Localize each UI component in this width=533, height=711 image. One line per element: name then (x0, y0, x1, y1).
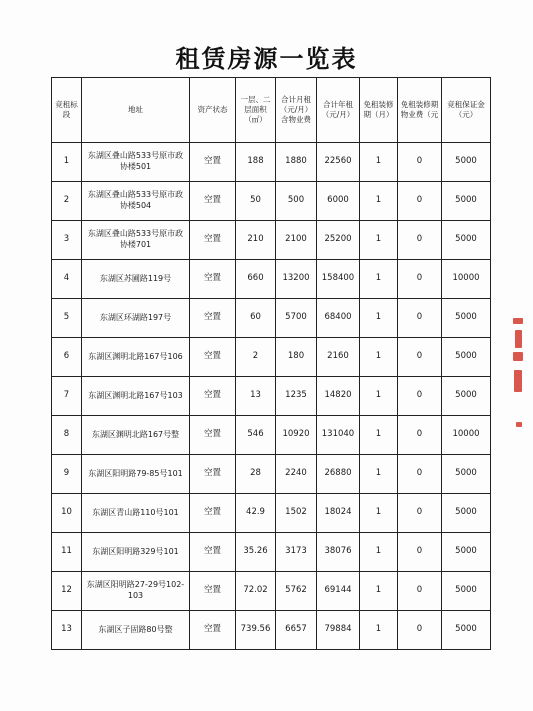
cell-area: 546 (236, 416, 276, 455)
cell-address: 东湖区渊明北路167号103 (82, 377, 190, 416)
cell-rent-free-period: 1 (360, 455, 398, 494)
cell-bid-section: 10 (52, 494, 82, 533)
cell-deposit: 5000 (442, 338, 491, 377)
cell-annual-rent: 158400 (317, 260, 360, 299)
cell-annual-rent: 131040 (317, 416, 360, 455)
cell-area: 50 (236, 182, 276, 221)
cell-address: 东湖区叠山路533号原市政协楼501 (82, 143, 190, 182)
header-bid-section: 竞租标段 (52, 78, 82, 143)
cell-address: 东湖区阳明路329号101 (82, 533, 190, 572)
cell-rent-free-period: 1 (360, 143, 398, 182)
cell-deposit: 10000 (442, 260, 491, 299)
cell-address: 东湖区环湖路197号 (82, 299, 190, 338)
header-rent-free-period: 免租装修期（月） (360, 78, 398, 143)
header-annual-rent: 合计年租（元/月） (317, 78, 360, 143)
cell-deposit: 5000 (442, 377, 491, 416)
table-row (52, 494, 491, 533)
cell-rent-free-property-fee: 0 (398, 377, 442, 416)
cell-deposit: 5000 (442, 455, 491, 494)
cell-asset-status: 空置 (190, 494, 236, 533)
cell-monthly-rent: 6657 (276, 611, 317, 650)
cell-monthly-rent: 5700 (276, 299, 317, 338)
cell-area: 660 (236, 260, 276, 299)
table-row (52, 455, 491, 494)
cell-monthly-rent: 5762 (276, 572, 317, 611)
cell-asset-status: 空置 (190, 455, 236, 494)
cell-address: 东湖区叠山路533号原市政协楼701 (82, 221, 190, 260)
page-title: 租赁房源一览表 (175, 45, 358, 73)
cell-rent-free-property-fee: 0 (398, 611, 442, 650)
cell-deposit: 10000 (442, 416, 491, 455)
table-row (52, 611, 491, 650)
cell-bid-section: 4 (52, 260, 82, 299)
cell-rent-free-property-fee: 0 (398, 494, 442, 533)
cell-bid-section: 5 (52, 299, 82, 338)
rental-listing-table (51, 77, 491, 650)
cell-deposit: 5000 (442, 143, 491, 182)
cell-asset-status: 空置 (190, 533, 236, 572)
cell-annual-rent: 14820 (317, 377, 360, 416)
cell-asset-status: 空置 (190, 221, 236, 260)
cell-address: 东湖区青山路110号101 (82, 494, 190, 533)
cell-monthly-rent: 10920 (276, 416, 317, 455)
cell-deposit: 5000 (442, 299, 491, 338)
cell-rent-free-period: 1 (360, 533, 398, 572)
cell-address: 东湖区阳明路27-29号102-103 (82, 572, 190, 611)
cell-area: 60 (236, 299, 276, 338)
cell-annual-rent: 79884 (317, 611, 360, 650)
cell-annual-rent: 6000 (317, 182, 360, 221)
cell-rent-free-period: 1 (360, 611, 398, 650)
seal-stamp-fragment (513, 318, 527, 438)
table-body (52, 143, 491, 650)
cell-deposit: 5000 (442, 221, 491, 260)
cell-deposit: 5000 (442, 533, 491, 572)
cell-annual-rent: 69144 (317, 572, 360, 611)
header-address: 地址 (82, 78, 190, 143)
cell-rent-free-period: 1 (360, 377, 398, 416)
cell-address: 东湖区苏圃路119号 (82, 260, 190, 299)
cell-area: 739.56 (236, 611, 276, 650)
cell-bid-section: 13 (52, 611, 82, 650)
cell-bid-section: 11 (52, 533, 82, 572)
cell-asset-status: 空置 (190, 611, 236, 650)
cell-rent-free-property-fee: 0 (398, 533, 442, 572)
header-deposit: 竞租保证金（元） (442, 78, 491, 143)
cell-bid-section: 3 (52, 221, 82, 260)
cell-rent-free-period: 1 (360, 182, 398, 221)
cell-monthly-rent: 13200 (276, 260, 317, 299)
cell-rent-free-property-fee: 0 (398, 143, 442, 182)
cell-monthly-rent: 2240 (276, 455, 317, 494)
cell-address: 东湖区阳明路79-85号101 (82, 455, 190, 494)
table-row (52, 260, 491, 299)
cell-annual-rent: 38076 (317, 533, 360, 572)
table-header-row (52, 78, 491, 143)
cell-rent-free-property-fee: 0 (398, 260, 442, 299)
cell-area: 42.9 (236, 494, 276, 533)
cell-monthly-rent: 1502 (276, 494, 317, 533)
cell-annual-rent: 25200 (317, 221, 360, 260)
cell-bid-section: 7 (52, 377, 82, 416)
cell-asset-status: 空置 (190, 299, 236, 338)
header-area: 一层、二层面积（㎡） (236, 78, 276, 143)
header-monthly-rent: 合计月租（元/月）含物业费 (276, 78, 317, 143)
table-row (52, 533, 491, 572)
table-row (52, 338, 491, 377)
cell-bid-section: 1 (52, 143, 82, 182)
cell-asset-status: 空置 (190, 377, 236, 416)
cell-monthly-rent: 1235 (276, 377, 317, 416)
cell-asset-status: 空置 (190, 338, 236, 377)
cell-deposit: 5000 (442, 182, 491, 221)
cell-rent-free-property-fee: 0 (398, 221, 442, 260)
cell-area: 188 (236, 143, 276, 182)
cell-monthly-rent: 2100 (276, 221, 317, 260)
cell-area: 28 (236, 455, 276, 494)
cell-deposit: 5000 (442, 494, 491, 533)
header-rent-free-property-fee: 免租装修期物业费（元 (398, 78, 442, 143)
table-row (52, 299, 491, 338)
header-asset-status: 资产状态 (190, 78, 236, 143)
cell-annual-rent: 2160 (317, 338, 360, 377)
table-row (52, 221, 491, 260)
cell-annual-rent: 68400 (317, 299, 360, 338)
cell-bid-section: 8 (52, 416, 82, 455)
cell-asset-status: 空置 (190, 572, 236, 611)
cell-asset-status: 空置 (190, 143, 236, 182)
cell-annual-rent: 22560 (317, 143, 360, 182)
cell-annual-rent: 26880 (317, 455, 360, 494)
cell-address: 东湖区渊明北路167号整 (82, 416, 190, 455)
cell-rent-free-period: 1 (360, 494, 398, 533)
cell-deposit: 5000 (442, 572, 491, 611)
cell-monthly-rent: 1880 (276, 143, 317, 182)
cell-bid-section: 2 (52, 182, 82, 221)
cell-rent-free-property-fee: 0 (398, 572, 442, 611)
cell-annual-rent: 18024 (317, 494, 360, 533)
cell-asset-status: 空置 (190, 182, 236, 221)
table-row (52, 182, 491, 221)
table-row (52, 572, 491, 611)
cell-area: 2 (236, 338, 276, 377)
cell-monthly-rent: 500 (276, 182, 317, 221)
cell-rent-free-period: 1 (360, 572, 398, 611)
cell-asset-status: 空置 (190, 416, 236, 455)
cell-rent-free-period: 1 (360, 221, 398, 260)
cell-rent-free-period: 1 (360, 338, 398, 377)
cell-rent-free-property-fee: 0 (398, 299, 442, 338)
cell-rent-free-property-fee: 0 (398, 455, 442, 494)
cell-rent-free-property-fee: 0 (398, 338, 442, 377)
cell-rent-free-period: 1 (360, 299, 398, 338)
cell-area: 210 (236, 221, 276, 260)
cell-rent-free-period: 1 (360, 416, 398, 455)
table-row (52, 377, 491, 416)
cell-rent-free-property-fee: 0 (398, 182, 442, 221)
cell-deposit: 5000 (442, 611, 491, 650)
cell-area: 35.26 (236, 533, 276, 572)
cell-address: 东湖区渊明北路167号106 (82, 338, 190, 377)
table-row (52, 143, 491, 182)
cell-rent-free-property-fee: 0 (398, 416, 442, 455)
cell-address: 东湖区子固路80号整 (82, 611, 190, 650)
cell-rent-free-period: 1 (360, 260, 398, 299)
cell-address: 东湖区叠山路533号原市政协楼504 (82, 182, 190, 221)
cell-bid-section: 6 (52, 338, 82, 377)
cell-asset-status: 空置 (190, 260, 236, 299)
cell-bid-section: 9 (52, 455, 82, 494)
table-row (52, 416, 491, 455)
cell-area: 72.02 (236, 572, 276, 611)
cell-area: 13 (236, 377, 276, 416)
cell-monthly-rent: 3173 (276, 533, 317, 572)
cell-bid-section: 12 (52, 572, 82, 611)
cell-monthly-rent: 180 (276, 338, 317, 377)
